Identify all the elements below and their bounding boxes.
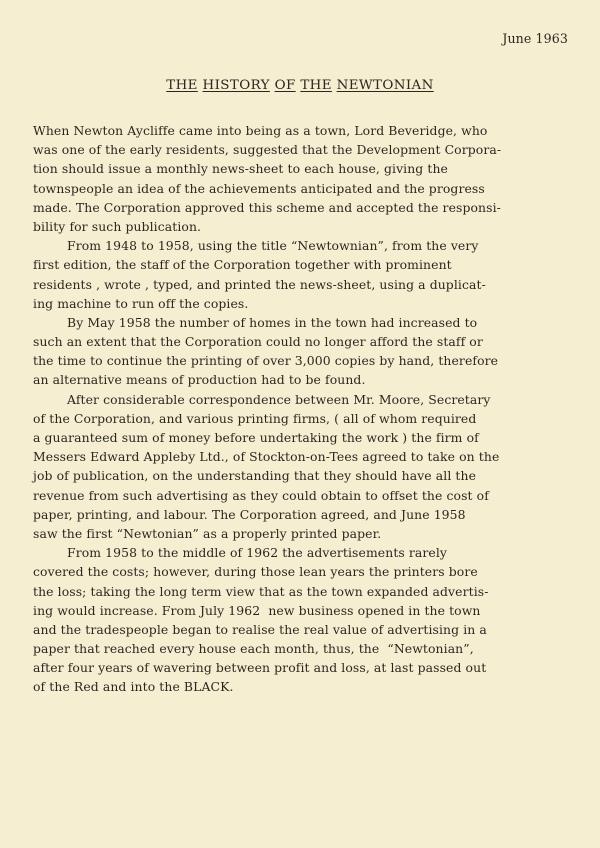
text-line: covered the costs; however, during those lean years the printers bore xyxy=(33,564,478,580)
text-line: From 1958 to the middle of 1962 the advertisements rarely xyxy=(67,545,448,561)
title-word: NEWTONIAN xyxy=(336,78,434,93)
document-body xyxy=(33,121,569,697)
text-line: paper, printing, and labour. The Corporation agreed, and June 1958 xyxy=(33,506,466,522)
text-line: residents , wrote , typed, and printed the news-sheet, using a duplicat- xyxy=(33,276,486,292)
text-line: was one of the early residents, suggested that the Development Corpora- xyxy=(33,142,502,158)
paragraph-4 xyxy=(33,390,569,544)
text-line: saw the first “Newtonian” as a properly printed paper. xyxy=(33,525,382,541)
text-line: revenue from such advertising as they could obtain to offset the cost of xyxy=(33,487,489,503)
title-word: THE xyxy=(166,78,198,93)
text-line: a guaranteed sum of money before undertaking the work ) the firm of xyxy=(33,430,479,445)
paragraph-1 xyxy=(33,121,569,236)
paragraph-5 xyxy=(33,543,569,697)
document-date: June 1963 xyxy=(502,31,568,46)
text-line: of the Red and into the BLACK. xyxy=(33,679,234,695)
text-line: tion should issue a monthly news-sheet to each house, giving the xyxy=(33,161,448,177)
paragraph-2 xyxy=(33,236,569,313)
text-line: after four years of wavering between profit and loss, at last passed out xyxy=(33,660,487,676)
text-line: Messers Edward Appleby Ltd., of Stockton-on-Tees agreed to take on the xyxy=(33,449,500,465)
text-line: first edition, the staff of the Corporation together with prominent xyxy=(33,257,452,273)
text-line: the loss; taking the long term view that as the town expanded advertis- xyxy=(33,583,489,599)
text-line: When Newton Aycliffe came into being as a town, Lord Beveridge, who xyxy=(33,123,488,138)
paragraph-3 xyxy=(33,313,569,390)
text-line: the time to continue the printing of over 3,000 copies by hand, therefore xyxy=(33,353,499,369)
text-line: By May 1958 the number of homes in the town had increased to xyxy=(67,314,478,330)
text-line: bility for such publication. xyxy=(33,218,202,234)
text-line: an alternative means of production had to be found. xyxy=(33,372,366,388)
text-line: and the tradespeople began to realise the real value of advertising in a xyxy=(33,621,487,637)
text-line: job of publication, on the understanding that they should have all the xyxy=(33,468,477,484)
text-line: townspeople an idea of the achievements anticipated and the progress xyxy=(33,180,485,196)
text-line: From 1948 to 1958, using the title “Newtownian”, from the very xyxy=(67,238,479,254)
text-line: made. The Corporation approved this scheme and accepted the responsi- xyxy=(33,199,501,215)
text-line: ing machine to run off the copies. xyxy=(33,295,249,311)
text-line: of the Corporation, and various printing firms, ( all of whom required xyxy=(33,410,477,426)
text-line: After considerable correspondence between Mr. Moore, Secretary xyxy=(67,391,491,407)
title-word: THE xyxy=(300,78,332,93)
document-title xyxy=(0,78,600,93)
text-line: ing would increase. From July 1962 new business opened in the town xyxy=(33,602,481,618)
title-word: OF xyxy=(274,78,296,93)
title-word: HISTORY xyxy=(202,78,270,93)
text-line: paper that reached every house each month, thus, the “Newtonian”, xyxy=(33,641,474,657)
text-line: such an extent that the Corporation could no longer afford the staff or xyxy=(33,334,483,350)
